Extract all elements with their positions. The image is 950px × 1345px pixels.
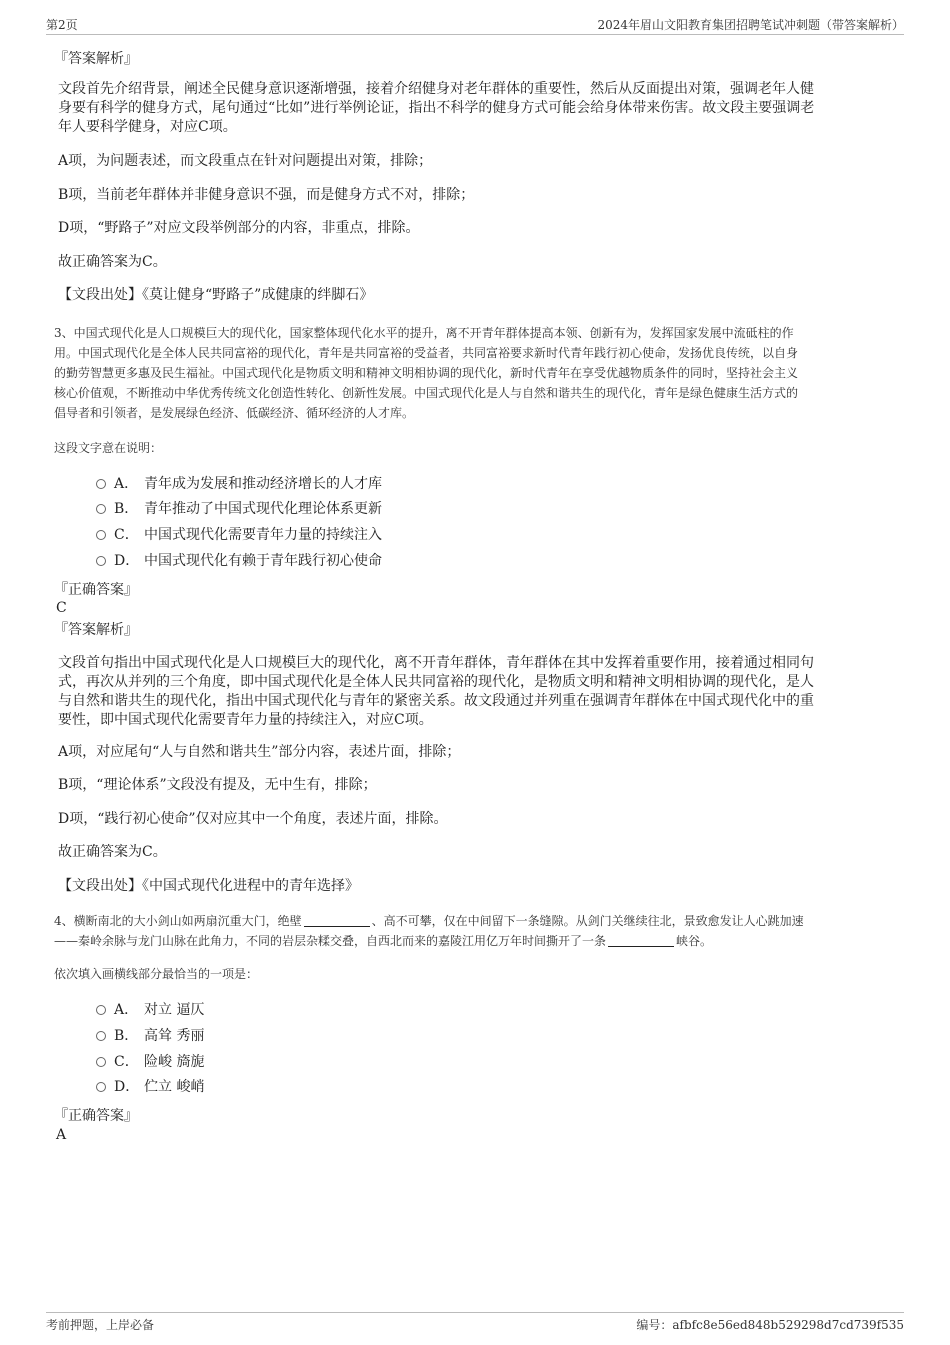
q4-stem-line: 4、横断南北的大小剑山如两扇沉重大门，绝壁 、高不可攀，仅在中间留下一条缝隙。从剑门关继续往北，景致愈发让人心跳加速 bbox=[54, 914, 804, 928]
q3-stem-line: 3、中国式现代化是人口规模巨大的现代化，国家整体现代化水平的提升，离不开青年群体提高本领、创新有为，发挥国家发展中流砥柱的作 bbox=[54, 326, 794, 340]
fill-blank-1[interactable] bbox=[304, 914, 370, 927]
q3-analysis-line: 要性，即中国式现代化需要青年力量的持续注入，对应C项。 bbox=[58, 712, 433, 728]
q3-option-a[interactable]: A． 青年成为发展和推动经济增长的人才库 bbox=[96, 474, 382, 494]
radio-icon[interactable] bbox=[96, 1005, 106, 1015]
radio-icon[interactable] bbox=[96, 1031, 106, 1041]
q2-analysis-line: 年人要科学健身，对应C项。 bbox=[58, 119, 237, 135]
q3-analysis bbox=[58, 654, 886, 730]
q3-option-d[interactable]: D． 中国式现代化有赖于青年践行初心使命 bbox=[96, 551, 382, 571]
q4-option-a[interactable]: A． 对立 逼仄 bbox=[96, 1000, 204, 1020]
q3-analysis-line: 与自然和谐共生的现代化，指出中国式现代化与青年的紧密关系。故文段通过并列重在强调青年群体在中国式现代化中的重 bbox=[58, 693, 814, 709]
q2-source: 【文段出处】《莫让健身“野路子”成健康的绊脚石》 bbox=[58, 287, 374, 303]
radio-icon[interactable] bbox=[96, 556, 106, 566]
q4-prompt: 依次填入画横线部分最恰当的一项是： bbox=[54, 967, 259, 981]
q3-source: 【文段出处】《中国式现代化进程中的青年选择》 bbox=[58, 878, 359, 894]
q3-analysis-d: D项，“践行初心使命”仅对应其中一个角度，表述片面，排除。 bbox=[58, 811, 448, 827]
q3-analysis-a: A项，对应尾句“人与自然和谐共生”部分内容，表述片面，排除； bbox=[58, 744, 461, 760]
q2-analysis-b: B项，当前老年群体并非健身意识不强，而是健身方式不对，排除； bbox=[58, 187, 475, 203]
radio-icon[interactable] bbox=[96, 504, 106, 514]
page-number: 第2页 bbox=[46, 18, 78, 32]
q3-conclusion: 故正确答案为C。 bbox=[58, 844, 167, 860]
q3-answer-label: 『正确答案』 bbox=[54, 582, 138, 598]
q3-analysis-line: 式，再次从并列的三个角度，即中国式现代化是全体人民共同富裕的现代化，是物质文明和精神文明相协调的现代化，是人 bbox=[58, 674, 814, 690]
radio-icon[interactable] bbox=[96, 1082, 106, 1092]
fill-blank-2[interactable] bbox=[608, 934, 674, 947]
q3-stem-line: 用。中国式现代化是全体人民共同富裕的现代化，青年是共同富裕的受益者，共同富裕要求新时代青年践行初心使命，发扬优良传统，以自身 bbox=[54, 346, 799, 360]
q2-analysis bbox=[58, 80, 886, 137]
document-title: 2024年眉山文阳教育集团招聘笔试冲刺题（带答案解析） bbox=[597, 18, 904, 32]
footer-slogan: 考前押题，上岸必备 bbox=[46, 1318, 155, 1332]
radio-icon[interactable] bbox=[96, 1057, 106, 1067]
q4-stem bbox=[54, 911, 886, 951]
q2-conclusion: 故正确答案为C。 bbox=[58, 254, 167, 270]
q2-analysis-d: D项，“野路子”对应文段举例部分的内容，非重点，排除。 bbox=[58, 220, 420, 236]
q4-option-b[interactable]: B． 高耸 秀丽 bbox=[96, 1026, 204, 1046]
q2-analysis-label: 『答案解析』 bbox=[54, 51, 138, 67]
q4-answer-label: 『正确答案』 bbox=[54, 1108, 138, 1124]
q3-option-c[interactable]: C． 中国式现代化需要青年力量的持续注入 bbox=[96, 525, 382, 545]
q3-stem-line: 核心价值观，不断推动中华优秀传统文化创造性转化、创新性发展。中国式现代化是人与自然和谐共生的现代化，青年是绿色健康生活方式的 bbox=[54, 386, 799, 400]
footer-code: 编号：afbfc8e56ed848b529298d7cd739f535 bbox=[636, 1318, 904, 1332]
page-footer bbox=[46, 1312, 904, 1333]
q3-stem bbox=[54, 323, 886, 423]
q3-stem-line: 倡导者和引领者，是发展绿色经济、低碳经济、循环经济的人才库。 bbox=[54, 406, 415, 420]
radio-icon[interactable] bbox=[96, 479, 106, 489]
q4-answer: A bbox=[56, 1127, 67, 1143]
q3-analysis-label: 『答案解析』 bbox=[54, 622, 138, 638]
radio-icon[interactable] bbox=[96, 530, 106, 540]
q4-stem-line: ——秦岭余脉与龙门山脉在此角力，不同的岩层杂糅交叠，自西北而来的嘉陵江用亿万年时间撕开了一条 峡谷。 bbox=[54, 934, 713, 948]
q3-prompt: 这段文字意在说明： bbox=[54, 441, 163, 455]
q3-analysis-line: 文段首句指出中国式现代化是人口规模巨大的现代化，离不开青年群体，青年群体在其中发挥着重要作用，接着通过相同句 bbox=[58, 655, 814, 671]
q2-analysis-line: 身要有科学的健身方式，尾句通过“比如”进行举例论证，指出不科学的健身方式可能会给身体带来伤害。故文段主要强调老 bbox=[58, 100, 815, 116]
q3-stem-line: 的勤劳智慧更多惠及民生福祉。中国式现代化是物质文明和精神文明相协调的现代化，新时代青年在享受优越物质条件的同时，坚持社会主义 bbox=[54, 366, 799, 380]
page-header bbox=[46, 14, 904, 35]
q2-analysis-line: 文段首先介绍背景，阐述全民健身意识逐渐增强，接着介绍健身对老年群体的重要性，然后从反面提出对策，强调老年人健 bbox=[58, 81, 814, 97]
q3-analysis-b: B项，“理论体系”文段没有提及，无中生有，排除； bbox=[58, 777, 377, 793]
q4-option-d[interactable]: D． 伫立 峻峭 bbox=[96, 1077, 204, 1097]
q3-answer: C bbox=[56, 600, 67, 616]
q3-option-b[interactable]: B． 青年推动了中国式现代化理论体系更新 bbox=[96, 499, 382, 519]
q2-analysis-a: A项，为问题表述，而文段重点在针对问题提出对策，排除； bbox=[58, 153, 433, 169]
q4-option-c[interactable]: C． 险峻 旖旎 bbox=[96, 1052, 204, 1072]
